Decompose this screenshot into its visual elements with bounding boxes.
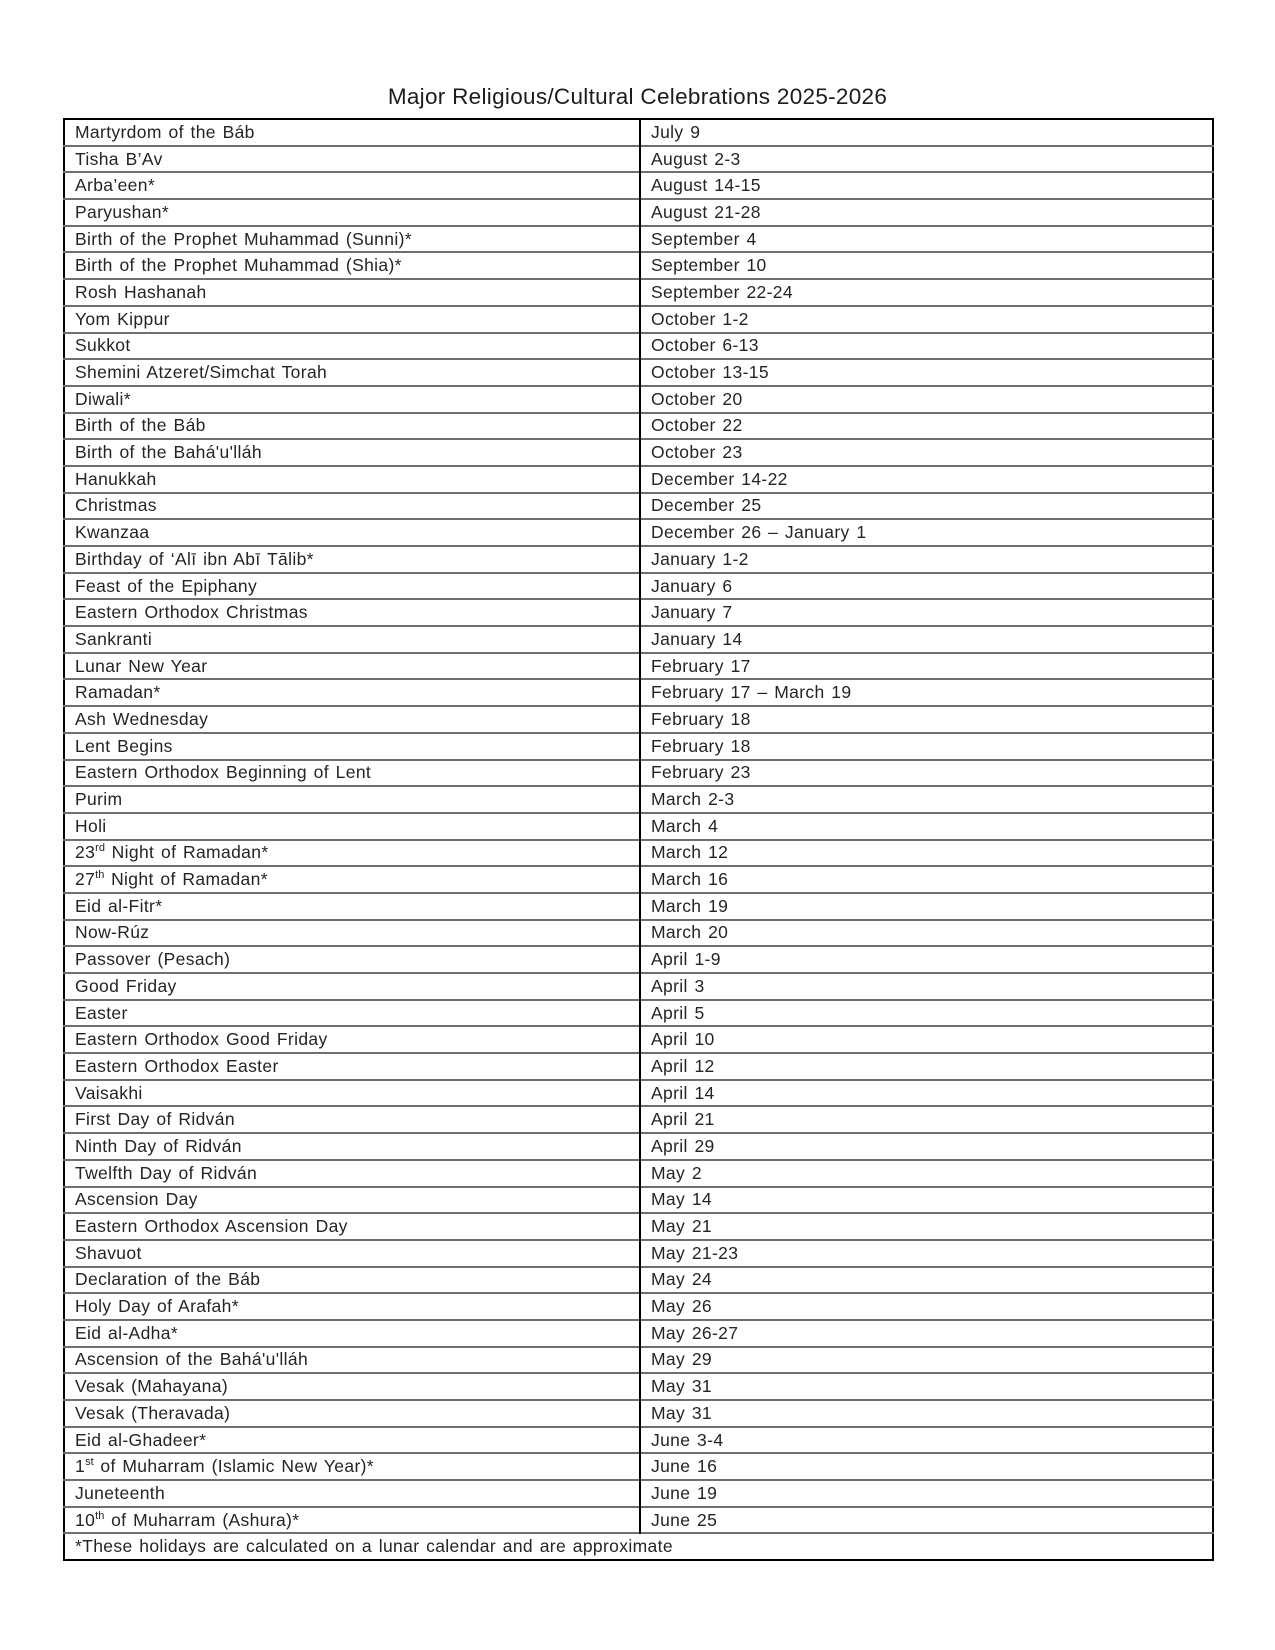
date-cell: March 2-3 [640,786,1213,813]
date-cell: March 12 [640,840,1213,867]
table-row [64,359,1213,386]
table-row [64,1480,1213,1507]
table-row [64,733,1213,760]
date-cell: May 26 [640,1293,1213,1320]
table-row [64,1427,1213,1454]
date-cell: January 6 [640,573,1213,600]
table-row [64,1187,1213,1214]
celebration-name-cell: Eastern Orthodox Beginning of Lent [64,760,640,787]
date-cell: August 21-28 [640,199,1213,226]
date-cell: April 10 [640,1026,1213,1053]
table-row [64,920,1213,947]
table-row [64,1106,1213,1133]
table-row [64,840,1213,867]
date-cell: August 14-15 [640,172,1213,199]
table-row [64,1240,1213,1267]
date-cell: June 3-4 [640,1427,1213,1454]
date-cell: January 7 [640,599,1213,626]
celebration-name-cell: 27th Night of Ramadan* [64,866,640,893]
table-row [64,1267,1213,1294]
table-row [64,279,1213,306]
date-cell: June 25 [640,1507,1213,1534]
celebration-name-cell: Arba’een* [64,172,640,199]
page-title: Major Religious/Cultural Celebrations 2025-2026 [387,84,888,109]
date-cell: February 18 [640,706,1213,733]
celebration-name-cell: Sukkot [64,333,640,360]
table-row [64,1213,1213,1240]
celebration-name-cell: Eid al-Ghadeer* [64,1427,640,1454]
table-row [64,679,1213,706]
table-row [64,1400,1213,1427]
table-row [64,439,1213,466]
celebration-name-cell: Christmas [64,493,640,520]
celebration-name-cell: Vaisakhi [64,1080,640,1107]
date-cell: May 31 [640,1373,1213,1400]
table-row [64,706,1213,733]
celebration-name-cell: Holi [64,813,640,840]
table-row [64,1320,1213,1347]
celebration-name-cell: Eastern Orthodox Good Friday [64,1026,640,1053]
table-row [64,599,1213,626]
date-cell: June 16 [640,1453,1213,1480]
celebration-name-cell: Eastern Orthodox Ascension Day [64,1213,640,1240]
celebration-name-cell: Easter [64,1000,640,1027]
date-cell: February 23 [640,760,1213,787]
table-row [64,866,1213,893]
date-cell: May 14 [640,1187,1213,1214]
table-row [64,786,1213,813]
date-cell: December 14-22 [640,466,1213,493]
date-cell: July 9 [651,121,701,142]
celebration-name-cell: Ascension Day [64,1187,640,1214]
celebration-name-cell: Ash Wednesday [64,706,640,733]
celebration-name-cell: Ninth Day of Ridván [64,1133,640,1160]
date-cell: August 2-3 [640,146,1213,173]
celebration-name-cell: Holy Day of Arafah* [64,1293,640,1320]
celebration-name-cell: Feast of the Epiphany [64,573,640,600]
date-cell: March 19 [640,893,1213,920]
celebration-name-cell: 1st of Muharram (Islamic New Year)* [64,1453,640,1480]
date-cell: February 18 [640,733,1213,760]
table-row [64,146,1213,173]
date-cell: March 16 [640,866,1213,893]
date-cell: April 21 [640,1106,1213,1133]
celebration-name-cell: Ramadan* [64,679,640,706]
table-row [64,226,1213,253]
table-row [64,519,1213,546]
table-row [64,252,1213,279]
celebration-name-cell: Kwanzaa [64,519,640,546]
table-row [64,1000,1213,1027]
celebration-name-cell: Lent Begins [64,733,640,760]
celebration-name-cell: Rosh Hashanah [64,279,640,306]
celebration-name-cell: Birth of the Prophet Muhammad (Sunni)* [64,226,640,253]
date-cell: June 19 [640,1480,1213,1507]
table-row [64,1293,1213,1320]
celebrations-table [63,118,1214,1561]
table-row [64,1373,1213,1400]
table-row [64,1160,1213,1187]
celebration-name-cell: Yom Kippur [64,306,640,333]
celebration-name-cell: Ascension of the Bahá'u'lláh [64,1347,640,1374]
date-cell: February 17 – March 19 [640,679,1213,706]
table-row [64,199,1213,226]
celebration-name-cell: Diwali* [64,386,640,413]
celebration-name-cell: Birth of the Báb [64,413,640,440]
celebration-name-cell: Paryushan* [64,199,640,226]
celebration-name-cell: Juneteenth [64,1480,640,1507]
date-cell: April 1-9 [640,946,1213,973]
date-cell: May 21-23 [640,1240,1213,1267]
date-cell: January 14 [640,626,1213,653]
date-cell: October 20 [640,386,1213,413]
date-cell: October 23 [640,439,1213,466]
table-row [64,1133,1213,1160]
celebration-name-cell: Sankranti [64,626,640,653]
celebration-name-cell: Purim [64,786,640,813]
date-cell: May 29 [640,1347,1213,1374]
date-cell: December 25 [640,493,1213,520]
date-cell: December 26 – January 1 [640,519,1213,546]
table-row [64,413,1213,440]
celebration-name-cell: Twelfth Day of Ridván [64,1160,640,1187]
table-row [64,119,1213,146]
date-cell: September 22-24 [640,279,1213,306]
date-cell: October 6-13 [640,333,1213,360]
table-row [64,653,1213,680]
date-cell: April 12 [640,1053,1213,1080]
date-cell: March 20 [640,920,1213,947]
celebration-name-cell: Shemini Atzeret/Simchat Torah [64,359,640,386]
table-row [64,946,1213,973]
celebration-name-cell: Passover (Pesach) [64,946,640,973]
date-cell: May 24 [640,1267,1213,1294]
table-row [64,333,1213,360]
table-row [64,573,1213,600]
table-row [64,1347,1213,1374]
celebration-name-cell: Martyrdom of the Báb [64,119,640,146]
date-cell: May 31 [640,1400,1213,1427]
celebration-name-cell: Eid al-Adha* [64,1320,640,1347]
table-row [64,386,1213,413]
celebration-name-cell: Eastern Orthodox Easter [64,1053,640,1080]
table-row [64,1507,1213,1534]
table-row [64,546,1213,573]
celebration-name-cell: First Day of Ridván [64,1106,640,1133]
celebration-name-cell: Birth of the Prophet Muhammad (Shia)* [64,252,640,279]
celebration-name-cell: Vesak (Mahayana) [64,1373,640,1400]
celebration-name-cell: Birth of the Bahá'u'lláh [64,439,640,466]
date-cell: April 29 [640,1133,1213,1160]
table-row [64,626,1213,653]
table-row [64,172,1213,199]
celebration-name-cell: Shavuot [64,1240,640,1267]
date-cell: January 1-2 [640,546,1213,573]
celebration-name-cell: Now-Rúz [64,920,640,947]
date-cell: April 5 [640,1000,1213,1027]
date-cell: September 4 [640,226,1213,253]
table-row [64,1080,1213,1107]
date-cell: May 2 [640,1160,1213,1187]
date-cell: February 17 [640,653,1213,680]
table-row [64,973,1213,1000]
table-row [64,1053,1213,1080]
table-row [64,813,1213,840]
date-cell: October 22 [640,413,1213,440]
celebration-name-cell: Eastern Orthodox Christmas [64,599,640,626]
table-row [64,1453,1213,1480]
celebration-name-cell: Lunar New Year [64,653,640,680]
table-row [64,760,1213,787]
table-row [64,893,1213,920]
date-cell: October 13-15 [640,359,1213,386]
table-row [64,493,1213,520]
date-cell: March 4 [640,813,1213,840]
footnote-row [64,1533,1213,1560]
celebration-name-cell: Good Friday [64,973,640,1000]
table-footnote: *These holidays are calculated on a lunar calendar and are approximate [64,1533,1213,1560]
celebration-name-cell: Tisha B’Av [64,146,640,173]
date-cell: September 10 [640,252,1213,279]
table-row [64,466,1213,493]
date-cell: April 3 [640,973,1213,1000]
date-cell: May 21 [640,1213,1213,1240]
celebration-name-cell: 23rd Night of Ramadan* [64,840,640,867]
celebration-name-cell: Vesak (Theravada) [64,1400,640,1427]
celebration-name-cell: 10th of Muharram (Ashura)* [64,1507,640,1534]
celebration-name-cell: Hanukkah [64,466,640,493]
table-row [64,1026,1213,1053]
date-cell: October 1-2 [640,306,1213,333]
celebration-name-cell: Birthday of ‘Alī ibn Abī Tālib* [64,546,640,573]
celebration-name-cell: Declaration of the Báb [64,1267,640,1294]
table-row [64,306,1213,333]
date-cell: April 14 [640,1080,1213,1107]
celebration-name-cell: Eid al-Fitr* [64,893,640,920]
date-cell: May 26-27 [640,1320,1213,1347]
